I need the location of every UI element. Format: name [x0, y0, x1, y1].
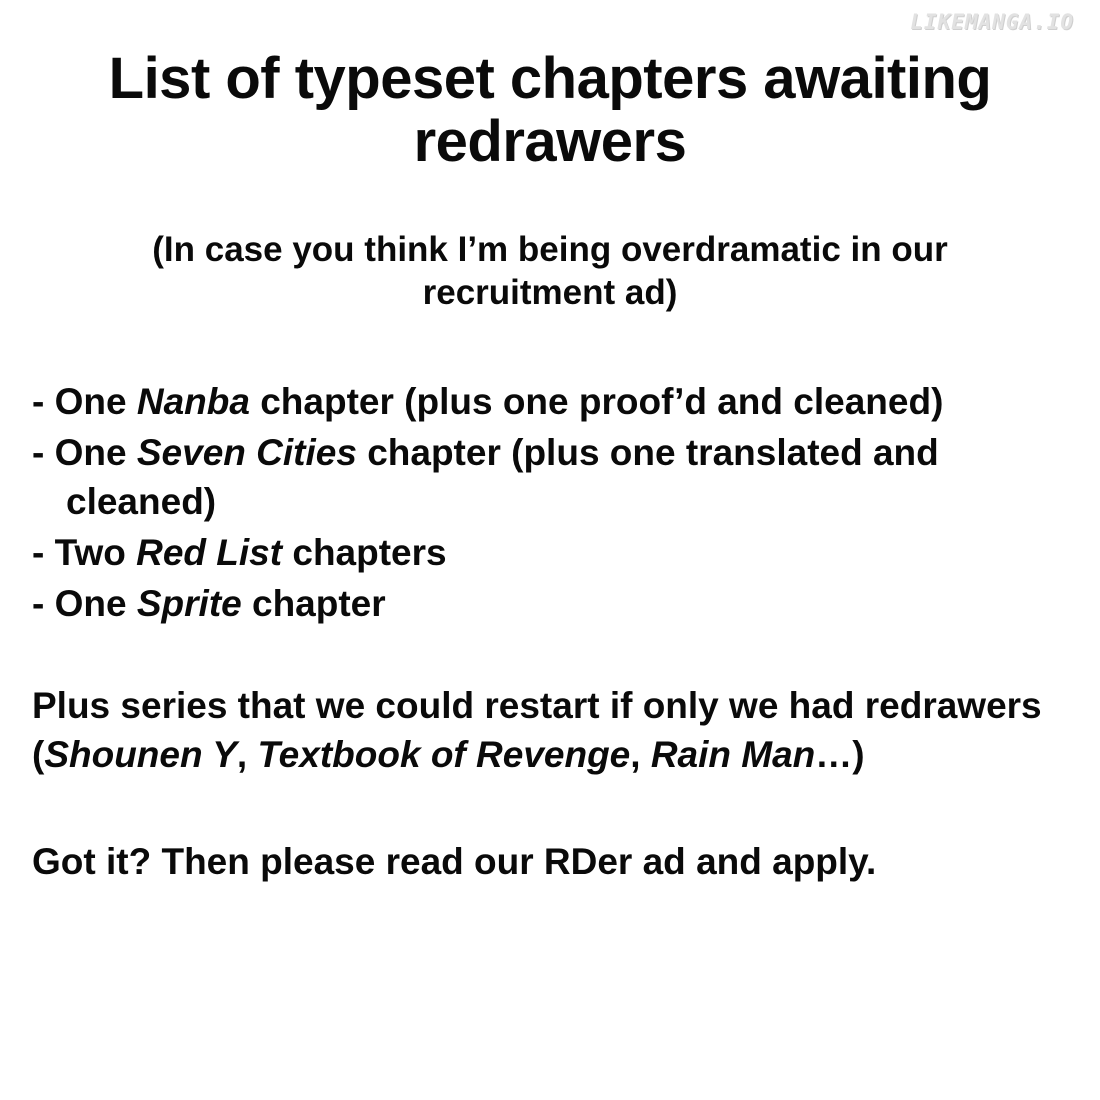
separator: ,: [630, 733, 651, 775]
list-item: [32, 528, 1068, 577]
list-item-text-post: chapter (plus one translated and cleaned): [66, 431, 939, 523]
list-item-text-pre: One: [54, 380, 137, 422]
list-item-text-pre: Two: [54, 532, 137, 574]
list-item-text-pre: One: [54, 583, 137, 625]
list-item-text-pre: One: [54, 431, 137, 473]
paragraph-tail: …): [815, 733, 865, 775]
list-bullet-dash: -: [32, 532, 45, 574]
chapter-list: [32, 377, 1068, 629]
restart-series-paragraph: [32, 681, 1068, 779]
list-item: [32, 579, 1068, 628]
series-title: Red List: [136, 532, 283, 574]
separator: ,: [236, 733, 258, 775]
series-title: Seven Cities: [136, 431, 357, 473]
series-title-textbook-of-revenge: Textbook of Revenge: [257, 733, 631, 775]
list-item-text-post: chapters: [282, 532, 447, 574]
paragraph-lead: Plus series that we could restart if only we had redrawers (: [32, 684, 1042, 775]
series-title: Nanba: [136, 380, 250, 422]
page-title: List of typeset chapters awaiting redrawers: [108, 46, 992, 174]
site-watermark: LIKEMANGA.IO: [910, 10, 1074, 34]
list-bullet-dash: -: [32, 380, 45, 422]
list-item: [32, 377, 1068, 426]
list-item-text-post: chapter (plus one proof’d and cleaned): [249, 380, 944, 422]
list-item-text-post: chapter: [241, 583, 386, 625]
series-title-shounen-y: Shounen Y: [44, 733, 237, 775]
closing-paragraph: Got it? Then please read our RDer ad and apply.: [32, 841, 877, 883]
list-bullet-dash: -: [32, 431, 45, 473]
list-item: [32, 428, 1068, 526]
list-bullet-dash: -: [32, 583, 45, 625]
series-title: Sprite: [136, 583, 242, 625]
series-title-rain-man: Rain Man: [650, 733, 816, 775]
page-subtitle: (In case you think I’m being overdramatic in our recruitment ad): [152, 230, 948, 312]
